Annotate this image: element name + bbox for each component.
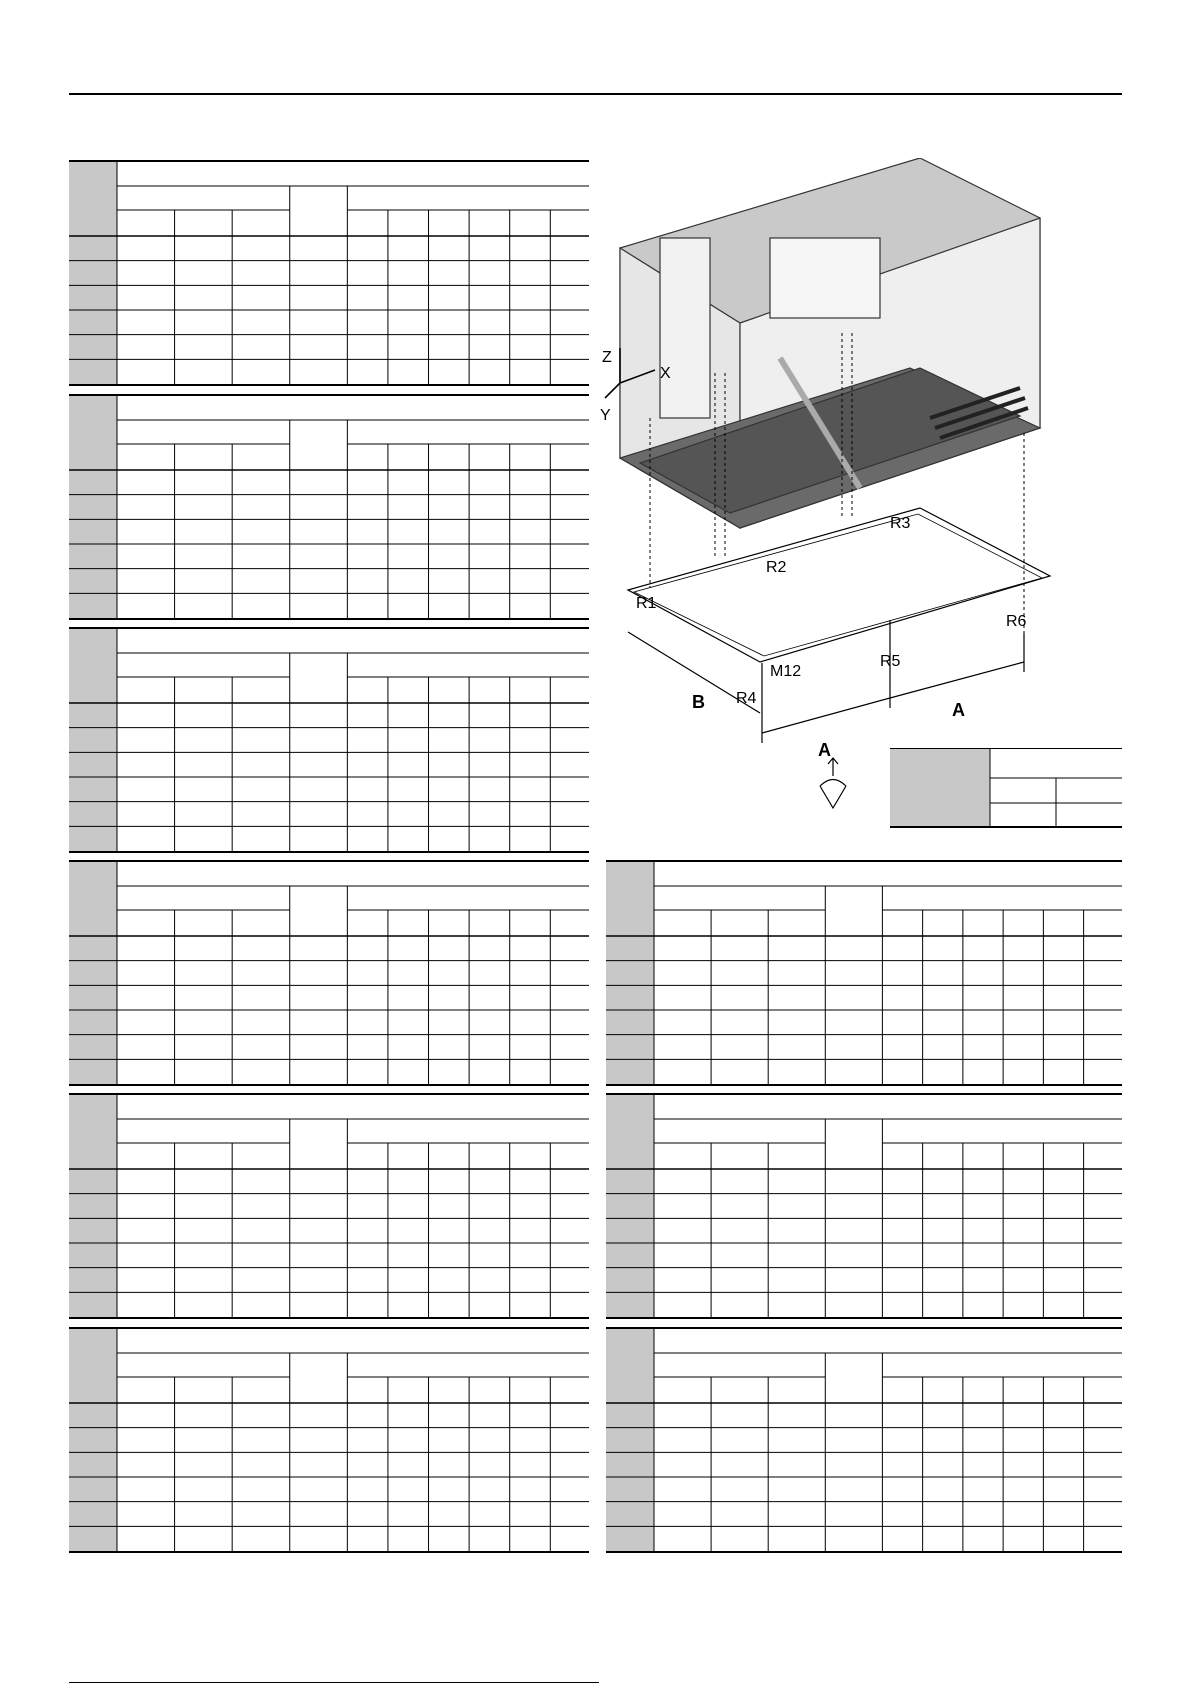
axis-y-label: Y	[600, 407, 611, 424]
row-header-column	[606, 862, 654, 1084]
weight-table-6	[69, 1327, 589, 1553]
weight-table-3	[69, 627, 589, 853]
footer-rule	[69, 1682, 599, 1683]
anchor-m12-label: M12	[770, 663, 802, 680]
weight-table-1	[69, 160, 589, 386]
row-header-column	[69, 629, 117, 851]
table-grid	[69, 862, 589, 1084]
table-grid	[69, 1095, 589, 1317]
view-direction-icon	[820, 758, 846, 808]
footprint-outline	[628, 508, 1050, 662]
table-grid	[69, 162, 589, 384]
point-r1-label: R1	[636, 595, 657, 612]
point-r5-label: R5	[880, 653, 901, 670]
row-header-column	[606, 1329, 654, 1551]
row-header-column	[69, 396, 117, 618]
table-grid	[606, 862, 1122, 1084]
unit-body	[620, 158, 1040, 528]
table-grid	[69, 1329, 589, 1551]
point-r2-label: R2	[766, 559, 787, 576]
axis-z-label: Z	[602, 349, 612, 366]
dim-a-label-1: A	[818, 740, 831, 760]
dim-b-label: B	[692, 692, 705, 712]
unit-support-diagram	[600, 158, 1122, 818]
row-header-column	[69, 162, 117, 384]
weight-table-8	[606, 1093, 1122, 1319]
weight-table-7	[606, 860, 1122, 1086]
table-grid	[606, 1095, 1122, 1317]
weight-table-9	[606, 1327, 1122, 1553]
point-r6-label: R6	[1006, 613, 1027, 630]
weight-table-2	[69, 394, 589, 620]
row-header-column	[69, 1329, 117, 1551]
point-r3-label: R3	[890, 515, 911, 532]
header-rule	[69, 93, 1122, 95]
row-header-column	[606, 1095, 654, 1317]
point-r4-label: R4	[736, 690, 757, 707]
weight-table-4	[69, 860, 589, 1086]
table-grid	[69, 629, 589, 851]
dimension-table	[890, 748, 1122, 828]
row-header-column	[69, 862, 117, 1084]
axis-x-label: X	[660, 365, 671, 382]
table-grid	[606, 1329, 1122, 1551]
weight-table-5	[69, 1093, 589, 1319]
row-header-column	[69, 1095, 117, 1317]
table-grid	[69, 396, 589, 618]
dim-a-label-2: A	[952, 700, 965, 720]
